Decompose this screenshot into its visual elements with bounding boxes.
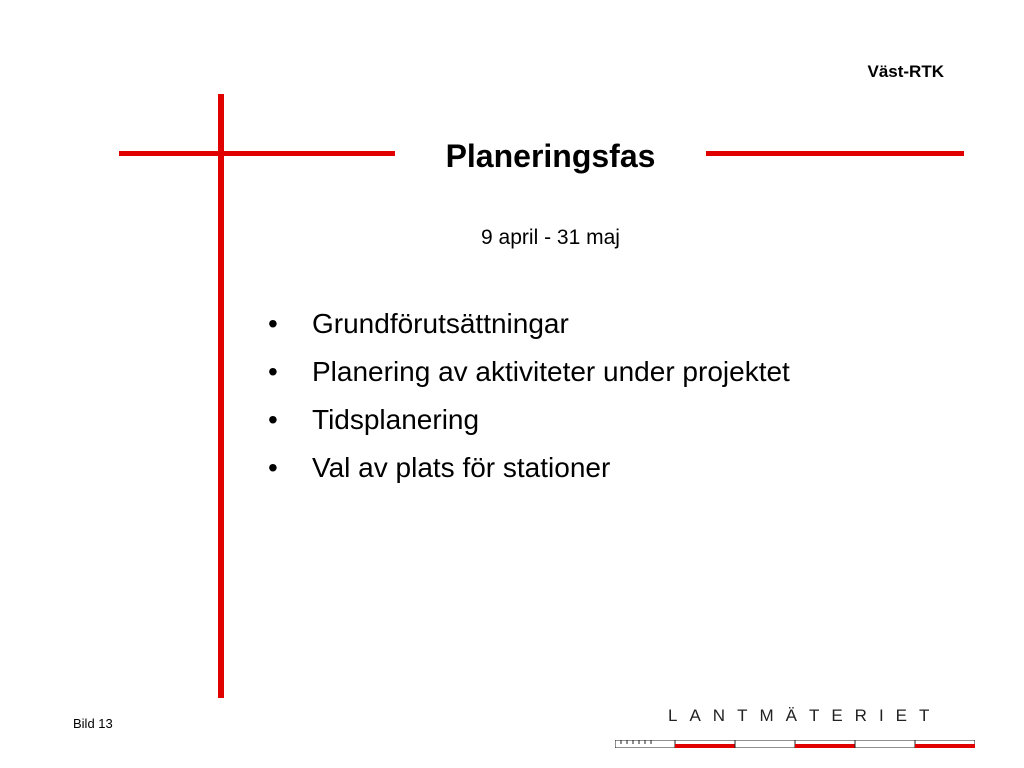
bullet-text: Grundförutsättningar [312,308,569,339]
bullet-item [268,448,790,496]
slide-number: Bild 13 [73,716,113,731]
red-rule-horizontal-left [119,151,395,156]
bullet-item [268,400,790,448]
bullet-icon: • [268,404,278,435]
bullet-item [268,304,790,352]
bullet-text: Tidsplanering [312,404,480,435]
bullet-text: Planering av aktiviteter under projektet [312,356,790,387]
red-rule-horizontal-right [706,151,964,156]
bullet-text: Val av plats för stationer [312,452,611,483]
slide-title: Planeringsfas [445,138,656,174]
bullet-icon: • [268,308,278,339]
slide-date-range: 9 april - 31 maj [481,226,620,249]
brand-logo-wordmark: LANTMÄTERIET [668,706,942,725]
bullet-icon: • [268,356,278,387]
project-label: Väst-RTK [867,62,944,81]
red-rule-vertical [218,94,224,698]
bullet-icon: • [268,452,278,483]
brand-scale-bar-icon [615,740,975,748]
bullet-list [268,304,790,496]
bullet-item [268,352,790,400]
